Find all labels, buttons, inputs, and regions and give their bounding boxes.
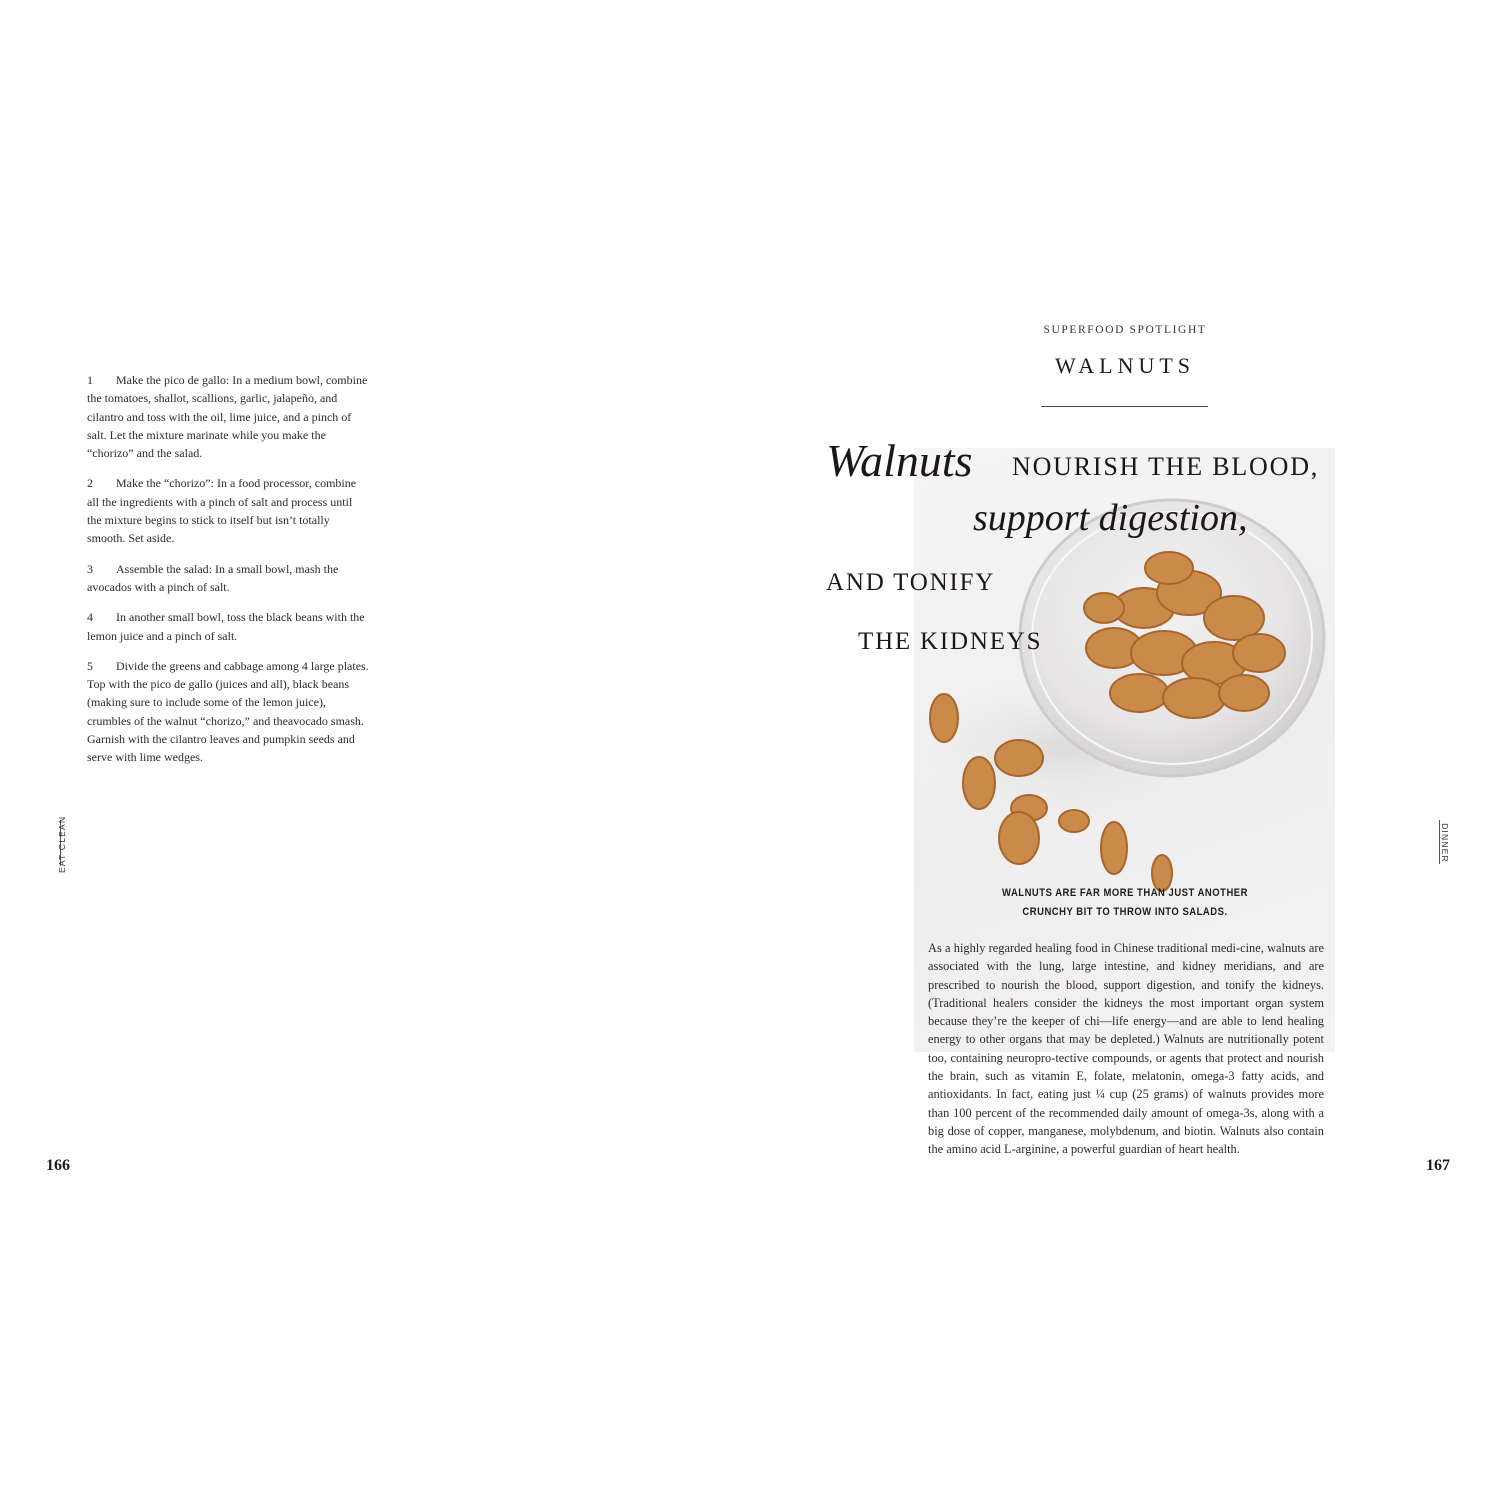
step-text: In another small bowl, toss the black beans with the lemon juice and a pinch of salt. xyxy=(87,610,365,643)
recipe-step xyxy=(87,560,369,597)
photo-caption xyxy=(1000,884,1249,922)
page-title: WALNUTS xyxy=(1054,353,1196,378)
pull-quote-tonify: AND TONIFY xyxy=(826,569,996,596)
pull-quote-support: support digestion, xyxy=(973,497,1248,539)
step-number: 5 xyxy=(87,658,93,673)
step-number: 2 xyxy=(87,476,93,491)
section-kicker: SUPERFOOD SPOTLIGHT xyxy=(1043,324,1207,336)
side-tab-eat-clean: EAT CLEAN xyxy=(57,815,67,873)
caption-line: CRUNCHY BIT TO THROW INTO SALADS. xyxy=(1022,906,1228,918)
recipe-steps xyxy=(87,371,369,779)
step-number: 4 xyxy=(87,610,93,625)
title-divider xyxy=(1041,406,1208,407)
pull-quote-walnuts: Walnuts xyxy=(826,435,973,486)
page-number-left: 166 xyxy=(46,1157,70,1174)
recipe-step xyxy=(87,657,369,767)
step-number: 1 xyxy=(87,373,93,387)
step-text: Divide the greens and cabbage among 4 large plates. Top with the pico de gallo (juices and all), black beans (making sure to include some of the lemon juice), crumbles of the walnut “chorizo,” and theavocado smash. Garnish with the cilantro leaves and pumpkin seeds and serve with lime wedges. xyxy=(87,658,369,765)
step-text: Make the pico de gallo: In a medium bowl, combine the tomatoes, shallot, scallions, garlic, jalapeño, and cilantro and toss with the oil, lime juice, and a pinch of salt. Let the mixture marinate while you make the “chorizo” and the salad. xyxy=(87,373,368,461)
right-page xyxy=(750,0,1500,1500)
recipe-step xyxy=(87,371,369,462)
pull-quote-kidneys: THE KIDNEYS xyxy=(858,628,1043,655)
step-number: 3 xyxy=(87,561,93,576)
page-number-right: 167 xyxy=(1426,1157,1450,1174)
recipe-step xyxy=(87,608,369,645)
caption-line: WALNUTS ARE FAR MORE THAN JUST ANOTHER xyxy=(1002,887,1248,899)
recipe-step xyxy=(87,474,369,547)
side-tab-dinner: DINNER xyxy=(1440,823,1450,863)
pull-quote-nourish: NOURISH THE BLOOD, xyxy=(1012,452,1320,481)
body-paragraph: As a highly regarded healing food in Chinese traditional medi-cine, walnuts are associated with the lung, large intestine, and kidney meridians, and are prescribed to nourish the blood, support digestion, and tonify the kidneys. (Traditional healers consider the kidneys the most important organ system because they’re the keeper of chi—life energy—and are able to lend healing energy to other organs that may be depleted.) Walnuts are nutritionally potent too, containing neuropro-tective compounds, or agents that protect and nourish the brain, such as vitamin E, folate, melatonin, omega-3 fatty acids, and antioxidants. In fact, eating just ¼ cup (25 grams) of walnuts provides more than 100 percent of the recommended daily amount of omega-3s, along with a big dose of copper, manganese, molybdenum, and biotin. Walnuts also contain the amino acid L-arginine, a powerful guardian of heart health. xyxy=(928,941,1324,1157)
step-text: Assemble the salad: In a small bowl, mash the avocados with a pinch of salt. xyxy=(87,561,339,594)
step-text: Make the “chorizo”: In a food processor, combine all the ingredients with a pinch of salt and process until the mixture begins to stick to itself but isn’t totally smooth. Set aside. xyxy=(87,476,357,546)
